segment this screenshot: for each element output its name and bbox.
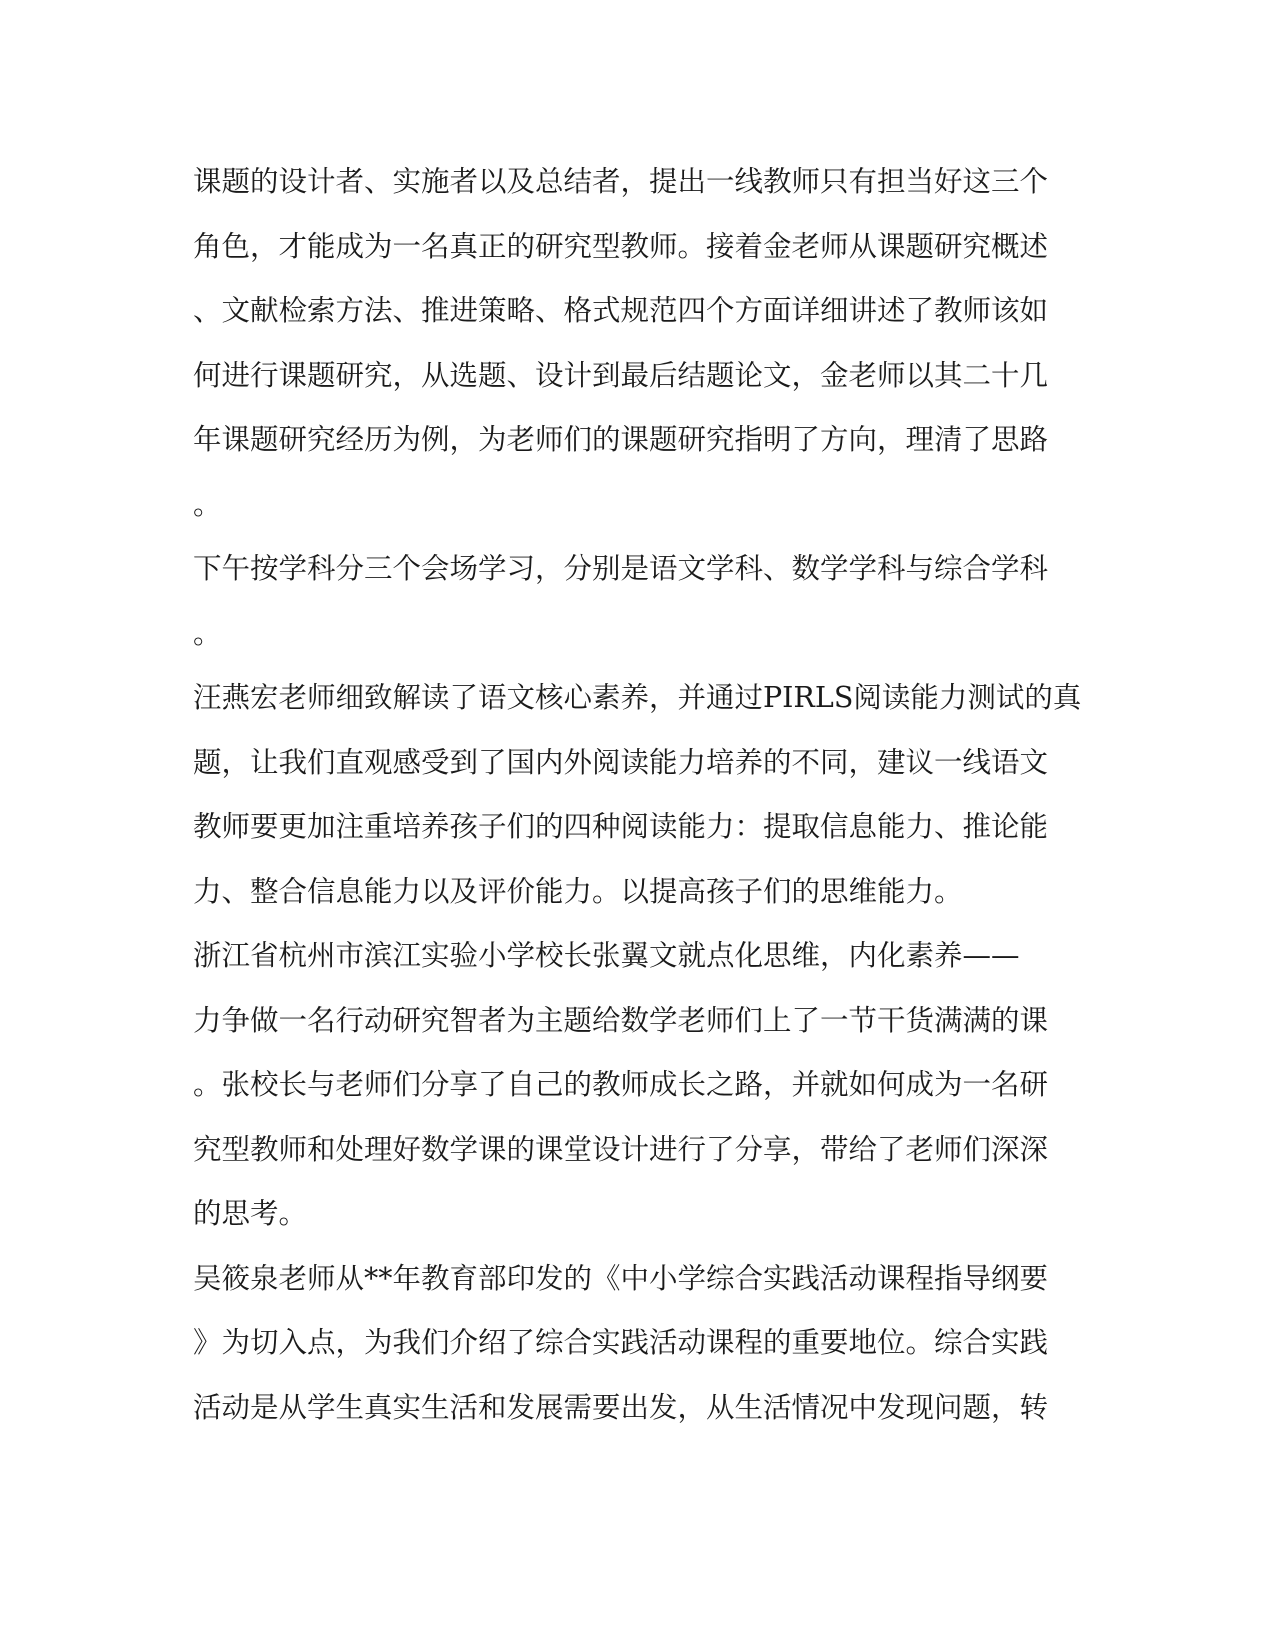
text-line: 题，让我们直观感受到了国内外阅读能力培养的不同，建议一线语文 (193, 745, 1049, 779)
text-line: 浙江省杭州市滨江实验小学校长张翼文就点化思维，内化素养—— (193, 939, 1020, 972)
text-line: 力、整合信息能力以及评价能力。以提高孩子们的思维能力。 (193, 874, 963, 908)
text-line: 。张校长与老师们分享了自己的教师成长之路，并就如何成为一名研 (193, 1068, 1049, 1101)
text-line: 年课题研究经历为例，为老师们的课题研究指明了方向，理清了思路 (193, 423, 1049, 456)
text-line: 吴筱泉老师从**年教育部印发的《中小学综合实践活动课程指导纲要 (193, 1261, 1049, 1295)
text-line: 教师要更加注重培养孩子们的四种阅读能力：提取信息能力、推论能 (193, 810, 1049, 843)
text-line: 下午按学科分三个会场学习，分别是语文学科、数学学科与综合学科 (193, 552, 1049, 585)
text-line: 。 (193, 487, 222, 521)
text-line: 活动是从学生真实生活和发展需要出发，从生活情况中发现问题，转 (193, 1390, 1049, 1424)
text-line: 究型教师和处理好数学课的课堂设计进行了分享，带给了老师们深深 (193, 1132, 1049, 1166)
body-text (193, 150, 1082, 1440)
text-line: 的思考。 (193, 1197, 308, 1230)
text-line: 》为切入点，为我们介绍了综合实践活动课程的重要地位。综合实践 (193, 1326, 1049, 1359)
text-line: 。 (193, 616, 222, 650)
text-line: 力争做一名行动研究智者为主题给数学老师们上了一节干货满满的课 (193, 1003, 1049, 1037)
text-line: 、文献检索方法、推进策略、格式规范四个方面详细讲述了教师该如 (193, 294, 1049, 327)
text-line: 课题的设计者、实施者以及总结者，提出一线教师只有担当好这三个 (193, 165, 1049, 198)
text-line: 角色，才能成为一名真正的研究型教师。接着金老师从课题研究概述 (193, 229, 1049, 263)
text-line: 何进行课题研究，从选题、设计到最后结题论文，金老师以其二十几 (193, 358, 1049, 392)
text-line: 汪燕宏老师细致解读了语文核心素养，并通过PIRLS阅读能力测试的真 (193, 681, 1082, 714)
